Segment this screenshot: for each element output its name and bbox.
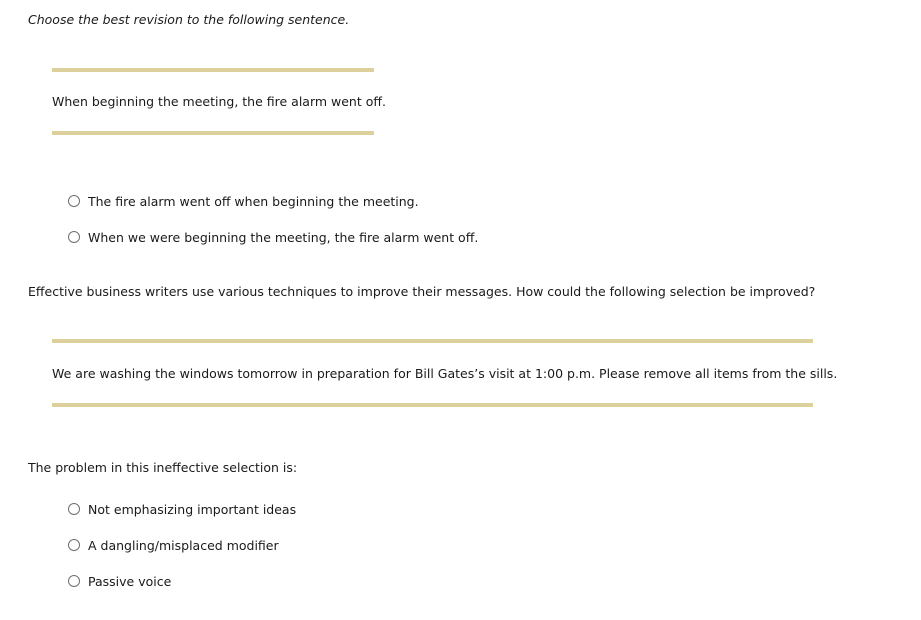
option-label: A dangling/misplaced modifier bbox=[88, 537, 279, 553]
question1-bottom-rule bbox=[52, 131, 374, 135]
question2-prompt: Effective business writers use various techniques to improve their messages. How could the following selection be improved? bbox=[28, 284, 816, 299]
question2-selection: We are washing the windows tomorrow in preparation for Bill Gates’s visit at 1:00 p.m. Please remove all items from the sills. bbox=[52, 366, 838, 381]
radio-button-icon[interactable] bbox=[68, 195, 80, 207]
option-label: Passive voice bbox=[88, 573, 172, 589]
question1-top-rule bbox=[52, 68, 374, 72]
option-label: Not emphasizing important ideas bbox=[88, 501, 297, 517]
radio-button-icon[interactable] bbox=[68, 539, 80, 551]
question2-top-rule bbox=[52, 339, 813, 343]
question1-option-1[interactable] bbox=[68, 193, 419, 209]
question2-subprompt: The problem in this ineffective selection is: bbox=[28, 460, 298, 475]
radio-button-icon[interactable] bbox=[68, 575, 80, 587]
question2-bottom-rule bbox=[52, 403, 813, 407]
question2-option-1[interactable] bbox=[68, 501, 296, 517]
question2-option-2[interactable] bbox=[68, 537, 279, 553]
question1-prompt: Choose the best revision to the following sentence. bbox=[28, 12, 350, 27]
question2-option-3[interactable] bbox=[68, 573, 171, 589]
option-label: When we were beginning the meeting, the fire alarm went off. bbox=[88, 229, 479, 245]
question1-option-2[interactable] bbox=[68, 229, 478, 245]
radio-button-icon[interactable] bbox=[68, 503, 80, 515]
question1-sentence: When beginning the meeting, the fire alarm went off. bbox=[52, 94, 386, 109]
radio-button-icon[interactable] bbox=[68, 231, 80, 243]
option-label: The fire alarm went off when beginning the meeting. bbox=[88, 193, 419, 209]
